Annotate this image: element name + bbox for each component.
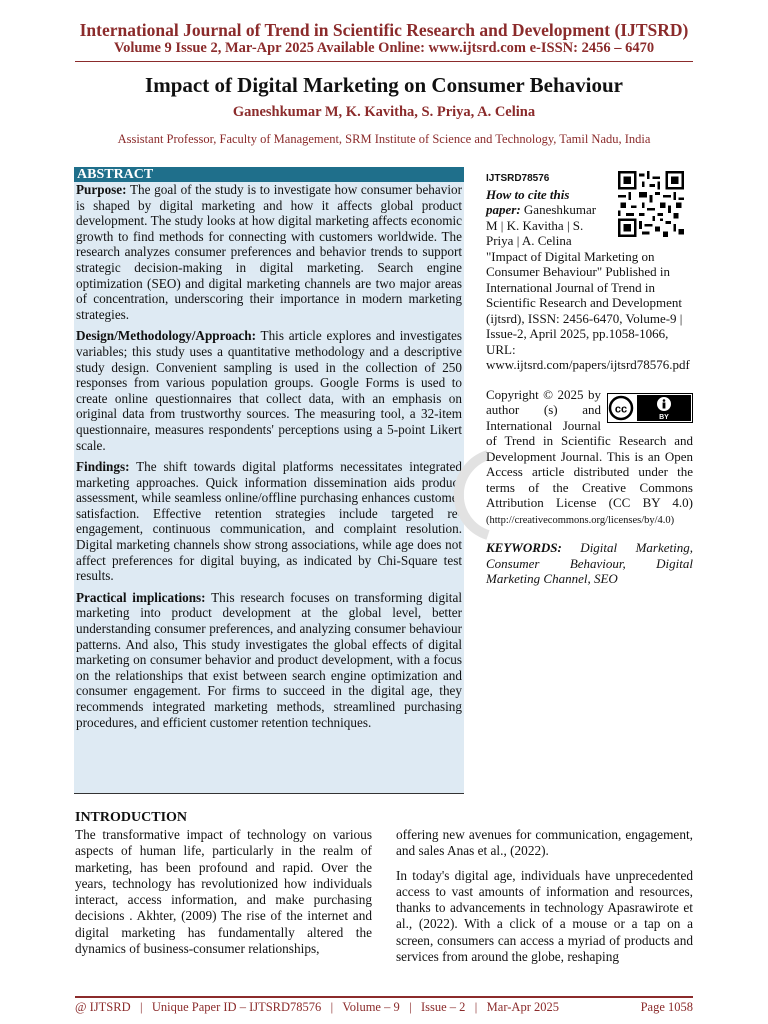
abstract-design-label: Design/Methodology/Approach: (76, 328, 256, 344)
abstract-body (74, 182, 464, 730)
introduction-para-1: The transformative impact of technology on various aspects of human life, particularly in the realm of marketing, has been profound and rapid. Over the years, technology has revolutionized how individuals interact, access information, and make purchasing decisions . Akhter, (2009) The rise of the internet and digital marketing has fundamentally altered the dynamics of business-consumer relationships, (75, 827, 372, 957)
abstract-findings-label: Findings: (76, 459, 130, 475)
journal-issue-line: Volume 9 Issue 2, Mar-Apr 2025 Available Online: www.ijtsrd.com e-ISSN: 2456 – 6470 (113, 40, 655, 56)
copyright-block (486, 387, 693, 529)
abstract-implications (76, 590, 462, 730)
paper-authors: Ganeshkumar M, K. Kavitha, S. Priya, A. Celina (232, 104, 536, 120)
introduction-para-2: offering new avenues for communication, engagement, and sales Anas et al., (2022). (396, 827, 693, 859)
abstract-purpose-label: Purpose: (76, 182, 127, 197)
keywords-text: Digital Marketing, Consumer Behaviour, Digital Marketing Channel, SEO (486, 540, 693, 586)
license-url[interactable]: (http://creativecommons.org/licenses/by/4.0) (486, 514, 675, 526)
abstract-findings-text: The shift towards digital platforms necessitates integrated marketing approaches. Quick information dissemination aids product assessment, while seamless online/offline purchasing enhances customer satisfaction. Effective retention strategies include targeted re-engagement, continuous communication, and complaint resolution. Digital marketing channels show strong associations, while age does not affect preferences for digital buying, as indicated by Chi-Square test results. (76, 459, 462, 584)
abstract-design (76, 328, 462, 453)
introduction-left-column (75, 827, 372, 965)
page-number: Page 1058 (640, 1000, 693, 1014)
creative-commons-icon (607, 393, 693, 423)
svg-text:cc: cc (614, 403, 628, 415)
keywords-block (486, 540, 693, 587)
abstract-implications-label: Practical implications: (76, 589, 206, 605)
introduction-right-column (396, 827, 693, 973)
introduction-heading: INTRODUCTION (75, 810, 188, 825)
cc-by-badge (607, 393, 693, 423)
abstract-implications-text: This research focuses on transforming digital marketing into product development at the global level, better understanding consumer preferences, and analyzing consumer behaviour patterns. And also, This study investigates the global effects of digital marketing on consumer behavior and product development, with a focus on the relationships that exist between search engine optimization and consumer engagement. For firms to succeed in the digital age, they recommends integrated marketing methods, streamlined purchasing procedures, and efficient customer retention techniques. (76, 589, 462, 730)
keywords-label: KEYWORDS: (486, 540, 562, 555)
copyright-text: Copyright © 2025 by author (s) and International Journal of Trend in Scientific Research and Development Journal. This is an Open Access article distributed under the terms of the Creative Commons Attribution License (CC BY 4.0) (486, 386, 693, 510)
side-column (486, 167, 693, 587)
abstract-heading: ABSTRACT (74, 167, 464, 182)
qr-paper-id: IJTSRD78576 (486, 173, 550, 184)
footer-rule (75, 996, 693, 998)
footer-text: @ IJTSRD | Unique Paper ID – IJTSRD78576 | Volume – 9 | Issue – 2 | Mar-Apr 2025 (75, 1000, 559, 1014)
abstract-box (74, 167, 464, 794)
qr-block (609, 171, 693, 241)
cc-by-label: BY (659, 413, 669, 421)
abstract-purpose-text: The goal of the study is to investigate how consumer behavior is shaped by digital marketing and how it affects global product development. The study looks at how digital marketing affects economic growth to find methods for connecting with customers worldwide. The research analyzes consumer preferences and behavior trends to support strategic decision-making in digital marketing. Search engine optimization (SEO) and digital marketing channels are two major areas of concentration, underscoring their importance in modern marketing strategies. (76, 182, 462, 322)
journal-title: International Journal of Trend in Scientific Research and Development (IJTSRD) (79, 20, 689, 40)
paper-title: Impact of Digital Marketing on Consumer Behaviour (145, 73, 623, 97)
qr-code-icon (613, 171, 689, 237)
paper-affiliation: Assistant Professor, Faculty of Management, SRM Institute of Science and Technology, Tamil Nadu, India (117, 132, 651, 146)
abstract-purpose (76, 182, 462, 322)
abstract-findings (76, 459, 462, 584)
citation-text: Ganeshkumar M | K. Kavitha | S. Priya | A. Celina "Impact of Digital Marketing on Consumer Behaviour" Published in International Journal of Trend in Scientific Research and Development (ijtsrd), ISSN: 2456-6470, Volume-9 | Issue-2, April 2025, pp.1058-1066, URL: www.ijtsrd.com/papers/ijtsrd78576.pdf (486, 202, 690, 372)
citation-heading: How to cite this paper: (486, 186, 570, 217)
introduction-para-3: In today's digital age, individuals have unprecedented access to vast amounts of information and resources, thanks to advancements in technology Apasrawirote et al., (2022). With a click of a mouse or a tap on a screen, consumers can access a myriad of products and services from around the globe, reshaping (396, 867, 693, 965)
abstract-design-text: This article explores and investigates variables; this study uses a quantitative methodology and a descriptive study design. Convenient sampling is used in the collection of 250 responses from various population groups. Google Forms is used to create online questionnaires that collect data, with an emphasis on original data from trustworthy sources. The measuring tool, a 32-item questionnaire, measures respondents' perceptions using a 5-point Likert scale. (76, 328, 462, 453)
page-footer (75, 1000, 693, 1015)
header-rule (75, 61, 693, 62)
